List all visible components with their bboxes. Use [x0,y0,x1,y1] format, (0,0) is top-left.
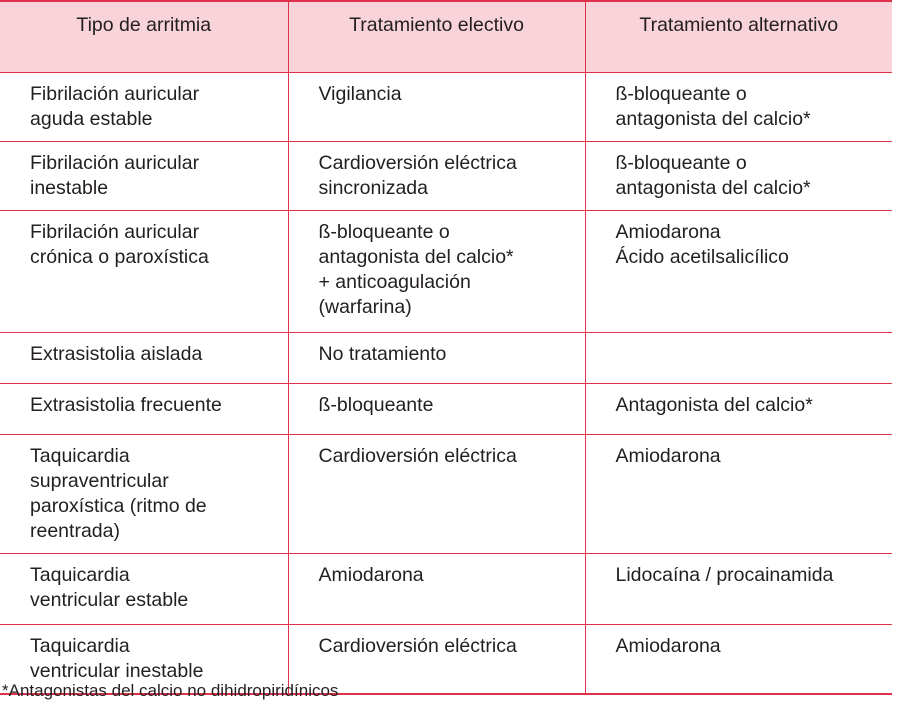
cell-line: + anticoagulación [318,271,471,293]
cell-line: Amiodarona [615,635,721,657]
table-row [0,435,892,554]
cell-line: Cardioversión eléctrica [318,635,517,657]
cell-line: Extrasistolia aislada [30,343,203,365]
arrhythmia-type-cell [0,333,288,384]
elective-treatment-cell [288,333,585,384]
cell-line: inestable [30,177,109,199]
elective-treatment-cell [288,211,585,333]
cell-line: Fibrilación auricular [30,221,200,243]
cell-line: ß-bloqueante o [615,152,747,174]
cell-line: paroxística (ritmo de [30,495,207,517]
elective-treatment-cell [288,435,585,554]
alternative-treatment-cell [585,625,892,695]
cell-line: antagonista del calcio* [615,108,811,130]
cell-line: Extrasistolia frecuente [30,394,222,416]
cell-line: Ácido acetilsalicílico [615,246,789,268]
elective-treatment-cell [288,554,585,625]
header-alternative-treatment: Tratamiento alternativo [585,1,892,73]
cell-line: Fibrilación auricular [30,152,200,174]
arrhythmia-type-cell [0,554,288,625]
table-row [0,333,892,384]
cell-line: ventricular inestable [30,660,204,682]
cell-line: antagonista del calcio* [615,177,811,199]
elective-treatment-cell [288,384,585,435]
alternative-treatment-cell [585,211,892,333]
cell-line: aguda estable [30,108,153,130]
cell-line: Vigilancia [318,83,402,105]
elective-treatment-cell [288,142,585,211]
cell-line: crónica o paroxística [30,246,209,268]
arrhythmia-type-cell [0,435,288,554]
cell-line: supraventricular [30,470,169,492]
arrhythmia-type-cell [0,73,288,142]
cell-line: Taquicardia [30,635,130,657]
alternative-treatment-cell [585,554,892,625]
cell-line: Cardioversión eléctrica [318,445,517,467]
header-elective-treatment: Tratamiento electivo [288,1,585,73]
cell-line: (warfarina) [318,296,412,318]
cell-line: ß-bloqueante o [615,83,747,105]
arrhythmia-type-cell [0,142,288,211]
footnote: *Antagonistas del calcio no dihidropiridínicos [2,681,339,700]
cell-line: ß-bloqueante [318,394,434,416]
arrhythmia-type-cell [0,384,288,435]
table-row [0,211,892,333]
table-row [0,554,892,625]
cell-line: Amiodarona [615,445,721,467]
cell-line: ß-bloqueante o [318,221,450,243]
alternative-treatment-cell [585,384,892,435]
elective-treatment-cell [288,73,585,142]
cell-line: Amiodarona [318,564,424,586]
cell-line: Fibrilación auricular [30,83,200,105]
alternative-treatment-cell [585,333,892,384]
cell-line: sincronizada [318,177,428,199]
header-arrhythmia-type: Tipo de arritmia [0,1,288,73]
cell-line: Taquicardia [30,445,130,467]
cell-line: Antagonista del calcio* [615,394,813,416]
header-row [0,1,892,73]
cell-line: Lidocaína / procainamida [615,564,834,586]
table-body [0,73,892,695]
alternative-treatment-cell [585,142,892,211]
table-row [0,73,892,142]
cell-line: antagonista del calcio* [318,246,514,268]
alternative-treatment-cell [585,73,892,142]
table-row [0,384,892,435]
cell-line: Taquicardia [30,564,130,586]
cell-line: No tratamiento [318,343,447,365]
alternative-treatment-cell [585,435,892,554]
cell-line: reentrada) [30,520,120,542]
cell-line: Amiodarona [615,221,721,243]
arrhythmia-type-cell [0,211,288,333]
table-row [0,142,892,211]
cell-line: Cardioversión eléctrica [318,152,517,174]
cell-line: ventricular estable [30,589,189,611]
